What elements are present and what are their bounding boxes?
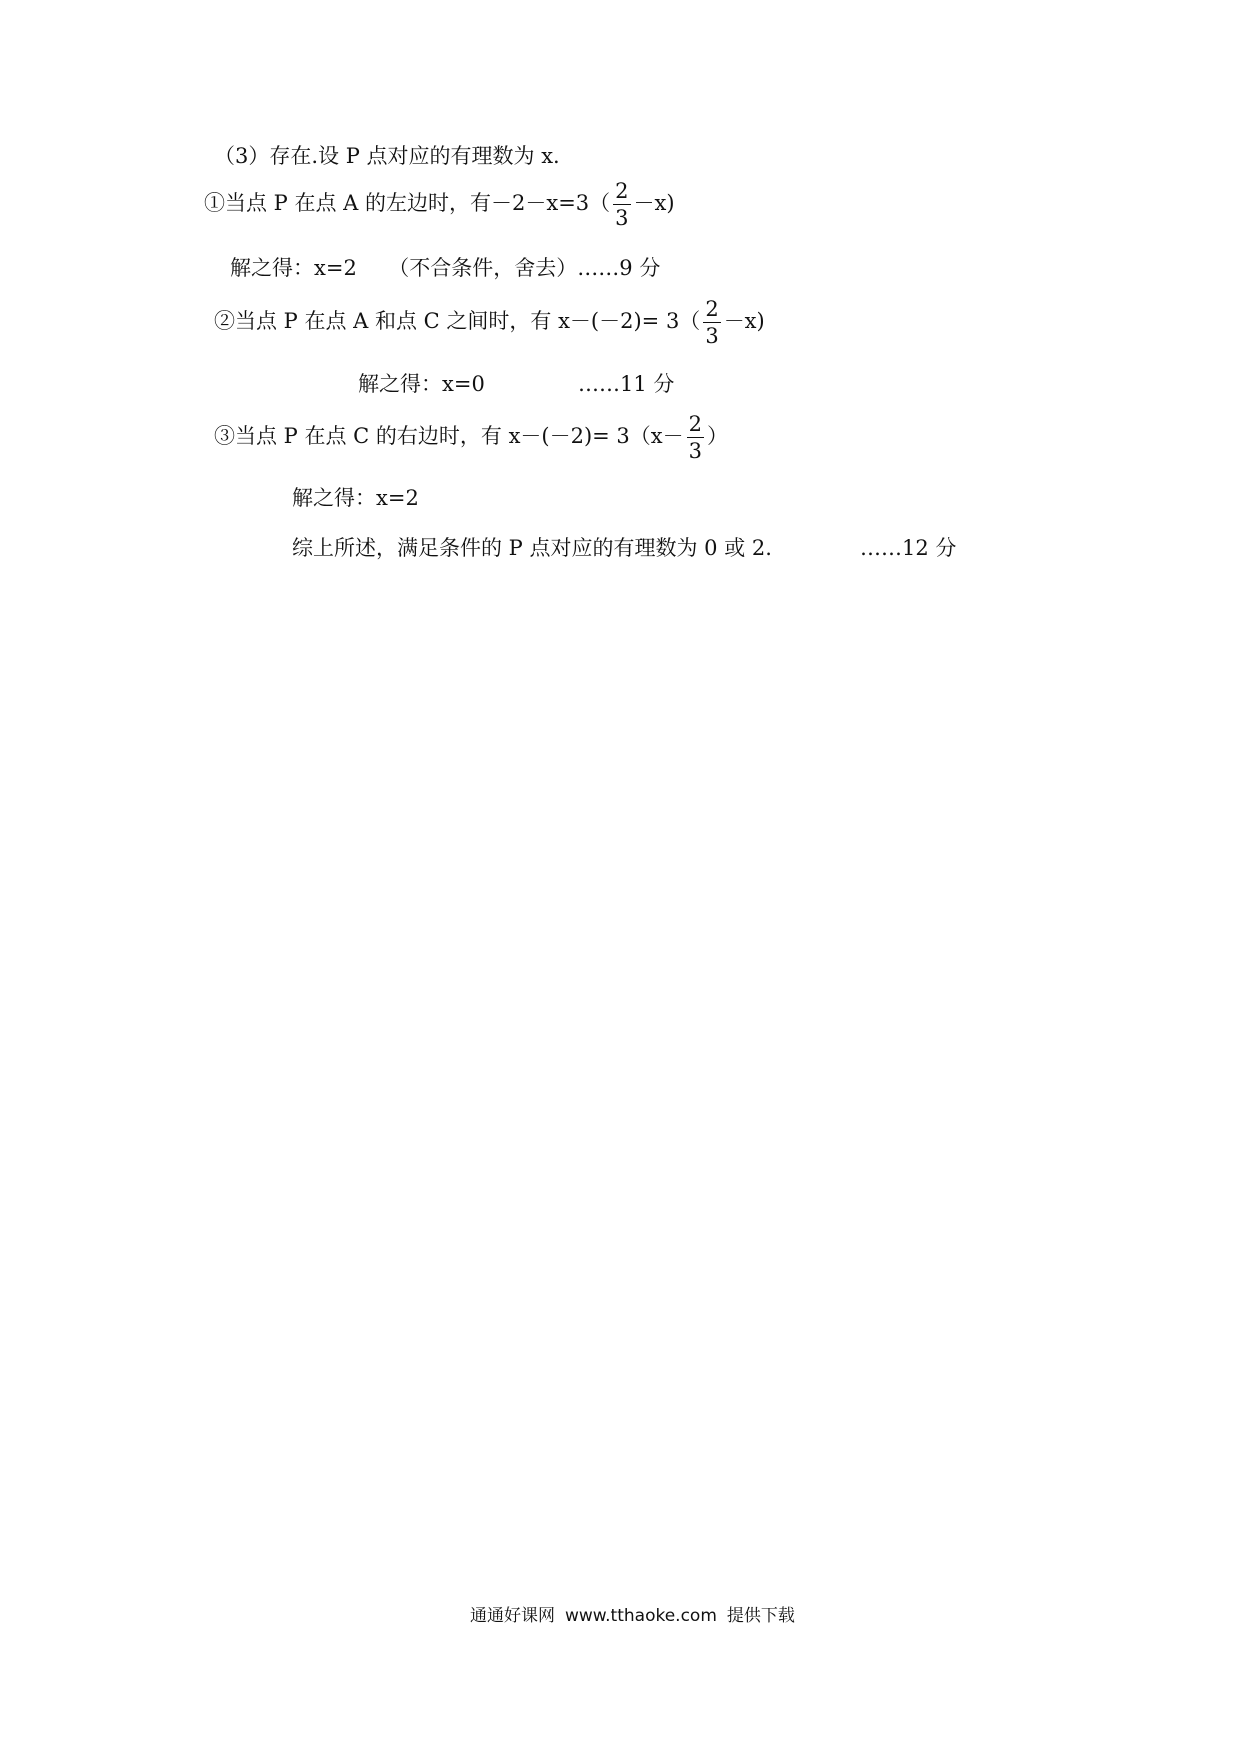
- case3-suffix: ）: [707, 424, 729, 449]
- fraction-numerator: 2: [703, 298, 720, 323]
- case2-equation: [214, 298, 765, 347]
- conclusion: 综上所述，满足条件的 P 点对应的有理数为 0 或 2.: [292, 536, 772, 560]
- case1-fraction: [613, 180, 630, 229]
- case1-prefix: ①当点 P 在点 A 的左边时，有－2－x=3（: [204, 191, 611, 216]
- case2-solution: 解之得：x=0: [358, 372, 485, 396]
- case2-score: ……11 分: [578, 372, 675, 396]
- conclusion-score: ……12 分: [860, 536, 957, 560]
- fraction-denominator: 3: [705, 324, 719, 349]
- footer: [470, 1608, 805, 1625]
- case1-equation: [204, 180, 675, 229]
- case2-fraction: [703, 298, 720, 347]
- case2-suffix: －x): [723, 309, 765, 334]
- case3-equation: [214, 413, 728, 462]
- case3-fraction: [687, 413, 704, 462]
- case2-prefix: ②当点 P 在点 A 和点 C 之间时，有 x－(－2)= 3（: [214, 309, 701, 334]
- fraction-numerator: 2: [613, 180, 630, 205]
- footer-site-name: 通通好课网: [470, 1606, 555, 1626]
- fraction-denominator: 3: [688, 439, 703, 464]
- case1-solution: 解之得：x=2 （不合条件，舍去）……9 分: [230, 256, 661, 280]
- case3-prefix: ③当点 P 在点 C 的右边时，有 x－(－2)= 3（x－: [214, 424, 684, 449]
- fraction-denominator: 3: [615, 206, 629, 231]
- part3-intro: （3）存在.设 P 点对应的有理数为 x.: [214, 144, 560, 168]
- footer-suffix: 提供下载: [726, 1606, 795, 1626]
- fraction-numerator: 2: [687, 413, 704, 438]
- case1-suffix: －x): [633, 191, 675, 216]
- case3-solution: 解之得：x=2: [292, 486, 419, 510]
- footer-url[interactable]: www.tthaoke.com: [565, 1606, 717, 1626]
